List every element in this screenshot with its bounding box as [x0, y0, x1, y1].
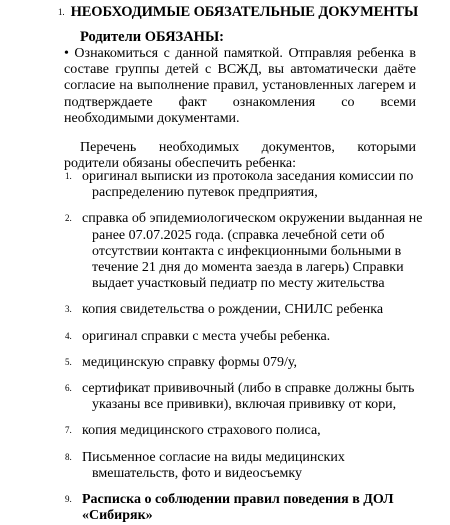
list-item [64, 492, 426, 524]
list-item-line: выдает участковый педиатр по месту жительства [92, 276, 385, 292]
list-item-number: 7. [65, 425, 72, 436]
section-title: НЕОБХОДИМЫЕ ОБЯЗАТЕЛЬНЫЕ ДОКУМЕНТЫ [70, 4, 419, 20]
list-item-line: сертификат прививочный (либо в справке должны быть [82, 381, 415, 397]
list-item [64, 329, 426, 345]
list-item-line: копия свидетельства о рождении, СНИЛС ребенка [82, 302, 384, 318]
list-item-line: указаны все прививки), включая прививку от кори, [92, 397, 397, 413]
list-item [64, 355, 426, 371]
list-item-number: 8. [65, 451, 72, 462]
list-item [64, 450, 426, 482]
list-item-line: Письменное согласие на виды медицинских [82, 449, 345, 465]
list-item [64, 211, 426, 292]
section-heading [58, 4, 418, 21]
list-item-line: ранее 07.07.2025 года. (справка лечебной сети об [92, 227, 385, 243]
list-item-line: оригинал справки с места учебы ребенка. [82, 328, 331, 344]
documents-intro-paragraph: Перечень необходимых документов, которыми родители обязаны обеспечить ребенка: [64, 140, 416, 172]
list-item [64, 423, 426, 439]
documents-list [64, 169, 426, 524]
acknowledgement-paragraph: • Ознакомиться с данной памяткой. Отправляя ребенка в составе группы детей с ВСЖД, вы автоматически даёте согласие на выполнение правил, установленных лагерем и подтверждаете факт ознакомления со всеми необходимыми документами. [64, 46, 416, 126]
list-item-line: течение 21 дня до момента заезда в лагерь) Справки [92, 260, 404, 276]
list-item-line: распределению путевок предприятия, [92, 185, 318, 201]
list-item [64, 381, 426, 413]
list-item [64, 169, 426, 201]
list-item-number: 4. [65, 330, 72, 341]
list-item [64, 302, 426, 318]
list-item-number: 3. [65, 304, 72, 315]
list-item-number: 9. [65, 494, 72, 505]
list-item-number: 2. [65, 213, 72, 224]
list-item-number: 6. [65, 383, 72, 394]
list-item-line: оригинал выписки из протокола заседания комиссии по [82, 169, 414, 184]
list-item-line: справка об эпидемиологическом окружении выданная не [82, 211, 423, 227]
list-item-line: Расписка о соблюдении правил поведения в ДОЛ [82, 492, 394, 508]
list-item-line: копия медицинского страхового полиса, [82, 423, 321, 439]
list-item-number: 5. [65, 356, 72, 367]
list-item-line: отсутствии контакта с инфекционными больными в [92, 243, 402, 259]
list-item-line: медицинскую справку формы 079/у, [82, 354, 298, 370]
parents-obliged-heading: Родители ОБЯЗАНЫ: [80, 29, 225, 45]
list-item-line: «Сибиряк» [82, 508, 153, 524]
list-item-number: 1. [65, 171, 72, 181]
list-item-line: вмешательств, фото и видеосъемку [92, 465, 302, 481]
section-number: 1. [58, 7, 65, 17]
